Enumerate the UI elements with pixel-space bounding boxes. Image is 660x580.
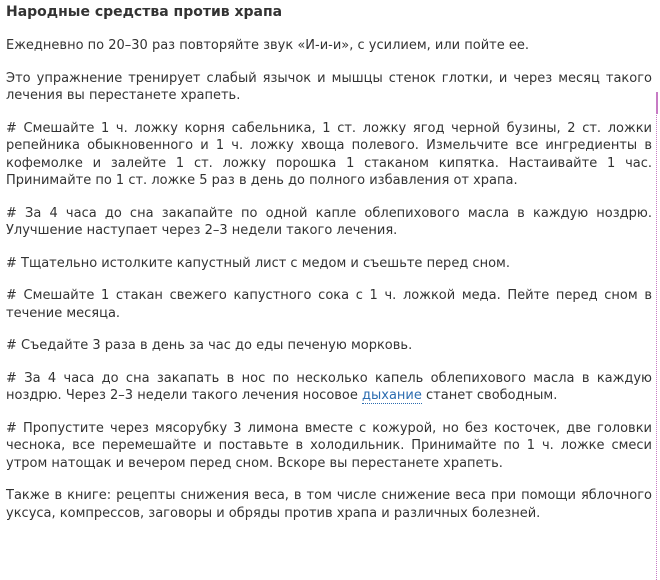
paragraph-lemon-garlic: # Пропустите через мясорубку 3 лимона вместе с кожурой, но без косточек, две головки чеснока, все перемешайте и поставьте в холодильник. Принимайте по 1 ч. ложке смеси утром натощак и вечером перед сном. Вскоре вы перестанете храпеть. xyxy=(6,420,652,471)
paragraph-nasal-drops-text: # За 4 часа до сна закапать в нос по несколько капель облепихового масла в каждую ноздрю. Через 2–3 недели такого лечения носовое xyxy=(6,370,652,403)
paragraph-exercise: Ежедневно по 20–30 раз повторяйте звук «И-и-и», с усилием, или пойте ее. xyxy=(6,38,529,53)
article-title: Народные средства против храпа xyxy=(6,4,283,20)
scroll-rule xyxy=(656,92,657,580)
paragraph-cabbage-leaf: # Тщательно истолките капустный лист с медом и съешьте перед сном. xyxy=(6,255,510,271)
paragraph-cabbage-juice: # Смешайте 1 стакан свежего капустного сока с 1 ч. ложкой меда. Пейте перед сном в течение месяца. xyxy=(6,288,652,321)
article xyxy=(6,2,652,537)
paragraph-exercise-effect: Это упражнение тренирует слабый язычок и мышцы стенок глотки, и через месяц такого лечения вы перестанете храпеть. xyxy=(6,70,652,103)
paragraph-sea-buckthorn-oil: # За 4 часа до сна закапайте по одной капле облепихового масла в каждую ноздрю. Улучшение наступает через 2–3 недели такого лечения. xyxy=(6,205,652,238)
paragraph-baked-carrot: # Съедайте 3 раза в день за час до еды печеную морковь. xyxy=(6,338,413,353)
paragraph-nasal-drops-end: станет свободным. xyxy=(421,388,558,403)
paragraph-book-info: Также в книге: рецепты снижения веса, в том числе снижение веса при помощи яблочного уксуса, компрессов, заговоры и обряды против храпа и различных болезней. xyxy=(6,488,652,521)
breathing-link[interactable]: дыхание xyxy=(362,388,422,403)
paragraph-herbal-mix: # Смешайте 1 ч. ложку корня сабельника, 1 ст. ложку ягод черной бузины, 2 ст. ложки репейника обыкновенного и 1 ч. ложку хвоща полевого. Измельчите все ингредиенты в кофемолке и залейте 1 ст. ложку порошка 1 стаканом кипятка. Настаивайте 1 час. Принимайте по 1 ст. ложке 5 раз в день до полного избавления от храпа. xyxy=(6,120,652,188)
paragraph-nasal-drops xyxy=(6,370,652,405)
